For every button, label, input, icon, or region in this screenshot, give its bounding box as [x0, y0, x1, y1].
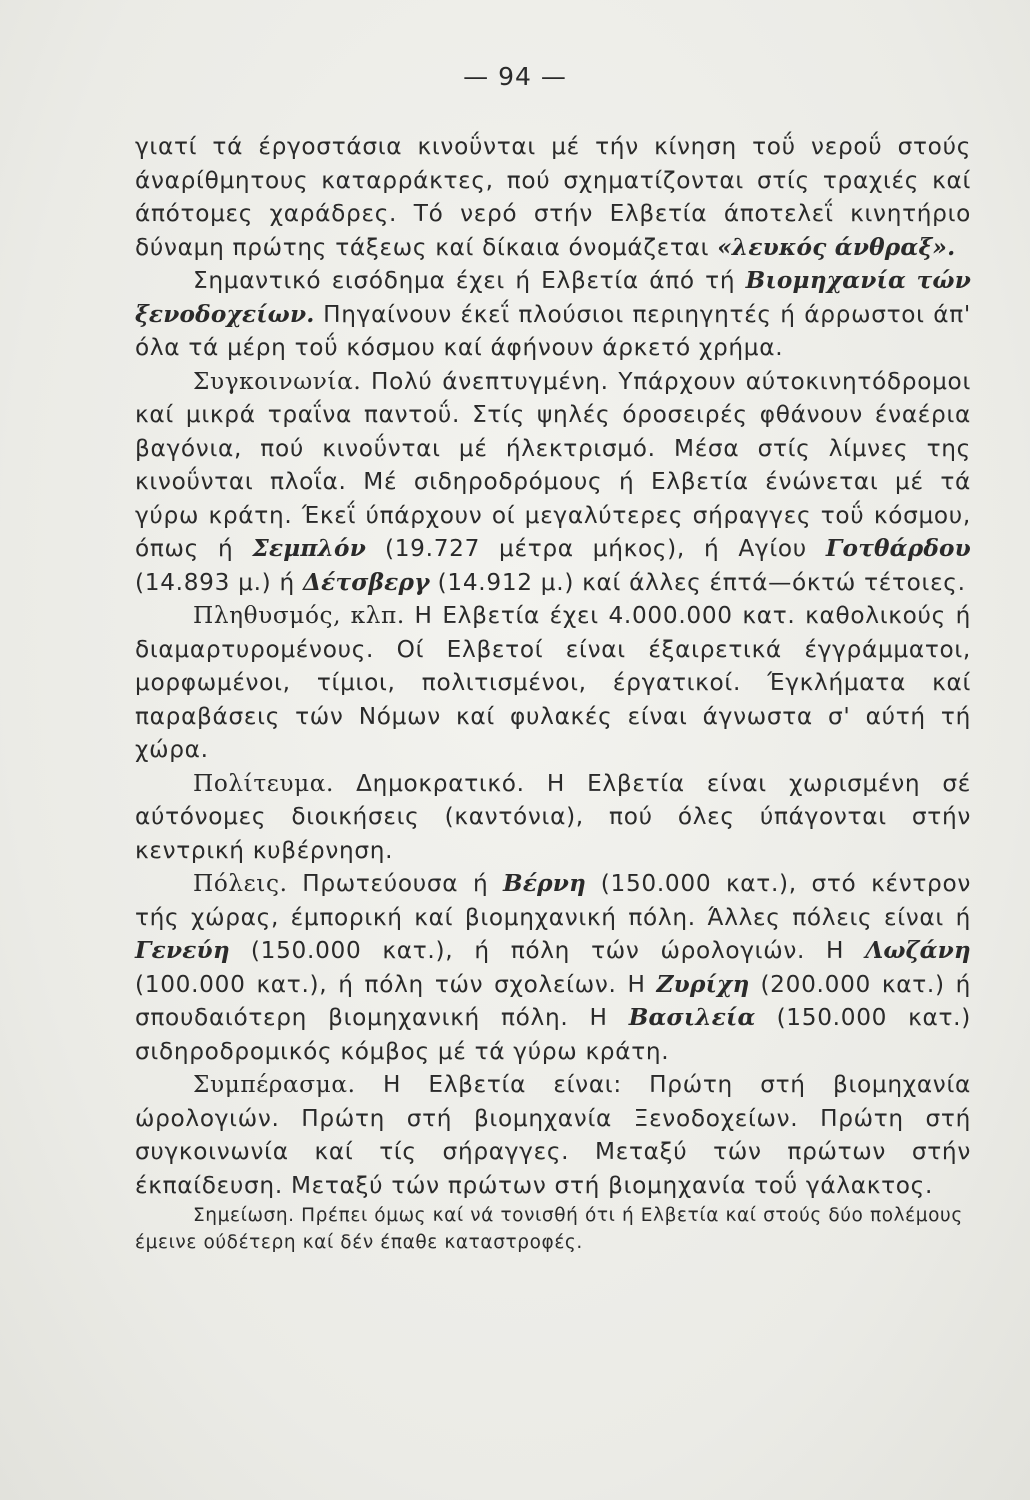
paragraph-text: Δημοκρατικό. Η Ελβετία είναι χωρισμένη σέ αύτόνομες διοικήσεις (καντόνια), πού όλες ύπάγονται στήν κεντρική κυβέρνηση. [135, 769, 971, 864]
footnote: Σημείωση. Πρέπει όμως καί νά τονισθή ότι ή Ελβετία καί στούς δύο πολέμους έμεινε ούδέτερη καί δέν έπαθε καταστροφές. [135, 1205, 963, 1253]
emphasis-lotschberg: Δέτσβεργ [302, 568, 430, 596]
paragraph-text: (200.000 κατ.) ή σπουδαιότερη βιομηχανική πόλη. Η [135, 970, 972, 1031]
emphasis-simplon: Σεμπλόν [252, 535, 366, 562]
paragraph-text: (150.000 κατ.), ή πόλη τών ώρολογιών. Η [250, 937, 845, 964]
page-number: — 94 — [463, 62, 567, 91]
emphasis-gotthard: Γοτθάρδου [825, 535, 971, 562]
emphasis-white-coal: «λευκός άνθραξ». [717, 233, 956, 261]
paragraph-text: (150.000 κατ.) σιδηροδρομικός κόμβος μέ τά γύρω κράτη. [135, 1004, 971, 1065]
paragraph-text: (14.893 μ.) ή [135, 568, 295, 596]
paragraph-conclusion [135, 1068, 971, 1202]
paragraph-text: Σημαντικό εισόδημα έχει ή Ελβετία άπό τή [193, 267, 736, 294]
heading-transport: Συγκοινωνία. [193, 367, 362, 395]
paragraph-text: Πρωτεύουσα ή [302, 870, 489, 897]
paragraph-text: Πολύ άνεπτυγμένη. Υπάρχουν αύτοκινητόδρομοι καί μικρά τραΐνα παντοΰ. Στίς ψηλές όροσειρές φθάνουν έναέρια βαγόνια, πού κινοΰνται μέ ήλεκτρισμό. Μέσα στίς λίμνες της κινοΰνται πλοΐα. Μέ σιδηροδρόμους ή Ελβετία ένώνεται μέ τά γύρω κράτη. Έκεΐ ύπάρχουν οί μεγαλύτερες σήραγγες τοΰ κόσμου, όπως ή [135, 367, 971, 562]
paragraph-hydropower [135, 130, 971, 264]
heading-cities: Πόλεις. [193, 870, 288, 897]
heading-government: Πολίτευμα. [193, 769, 335, 797]
paragraph-transport [135, 365, 971, 600]
emphasis-basel: Βασιλεία [628, 1004, 756, 1031]
paragraph-cities [135, 867, 971, 1068]
paragraph-text: Η Ελβετία είναι: Πρώτη στή βιομηχανία ώρολογιών. Πρώτη στή βιομηχανία Ξενοδοχείων. Πρώτη στή συγκοινωνία καί τίς σήραγγες. Μεταξύ τών πρώτων στήν έκπαίδευση. Μεταξύ τών πρώτων στή βιομηχανία τοΰ γάλακτος. [135, 1071, 971, 1199]
paragraph-text: (14.912 μ.) καί άλλες έπτά—όκτώ τέτοιες. [437, 568, 966, 596]
paragraph-text: (19.727 μέτρα μήκος), ή Αγίου [384, 535, 807, 562]
paragraph-hotels [135, 264, 971, 365]
emphasis-lausanne: Λωζάνη [865, 937, 971, 964]
paragraph-text: γιατί τά έργοστάσια κινοΰνται μέ τήν κίνηση τοΰ νεροΰ στούς άναρίθμητους καταρράκτες, πού σχηματίζονται στίς τραχιές καί άπότομες χαράδρες. Τό νερό στήν Ελβετία άποτελεΐ κινητήριο δύναμη πρώτης τάξεως καί δίκαια όνομάζεται [135, 133, 971, 261]
emphasis-zurich: Ζυρίχη [656, 970, 750, 998]
body-text [135, 130, 971, 1256]
paragraph-government [135, 767, 971, 868]
emphasis-hotel-industry: Βιομηχανία τών ξενοδοχείων. [135, 267, 971, 328]
emphasis-geneva: Γενεύη [135, 937, 230, 964]
heading-conclusion: Συμπέρασμα. [193, 1071, 356, 1098]
paragraph-text: Πηγαίνουν έκεΐ πλούσιοι περιηγητές ή άρρωστοι άπ' όλα τά μέρη τοΰ κόσμου καί άφήνουν άρκετό χρήμα. [135, 300, 971, 361]
heading-population: Πληθυσμός, κλπ. [193, 602, 405, 629]
paragraph-text: (150.000 κατ.), στό κέντρον τής χώρας, έμπορική καί βιομηχανική πόλη. Άλλες πόλεις είναι ή [135, 870, 971, 931]
paragraph-text: Η Ελβετία έχει 4.000.000 κατ. καθολικούς ή διαμαρτυρομένους. Οί Ελβετοί είναι έξαιρετικά έγγράμματοι, μορφωμένοι, τίμιοι, πολιτισμένοι, έργατικοί. Έγκλήματα καί παραβάσεις τών Νόμων καί φυλακές είναι άγνωστα σ' αύτή τή χώρα. [135, 602, 971, 763]
paragraph-population [135, 599, 971, 767]
paragraph-text: (100.000 κατ.), ή πόλη τών σχολείων. Η [135, 970, 646, 998]
emphasis-bern: Βέρνη [503, 870, 587, 897]
